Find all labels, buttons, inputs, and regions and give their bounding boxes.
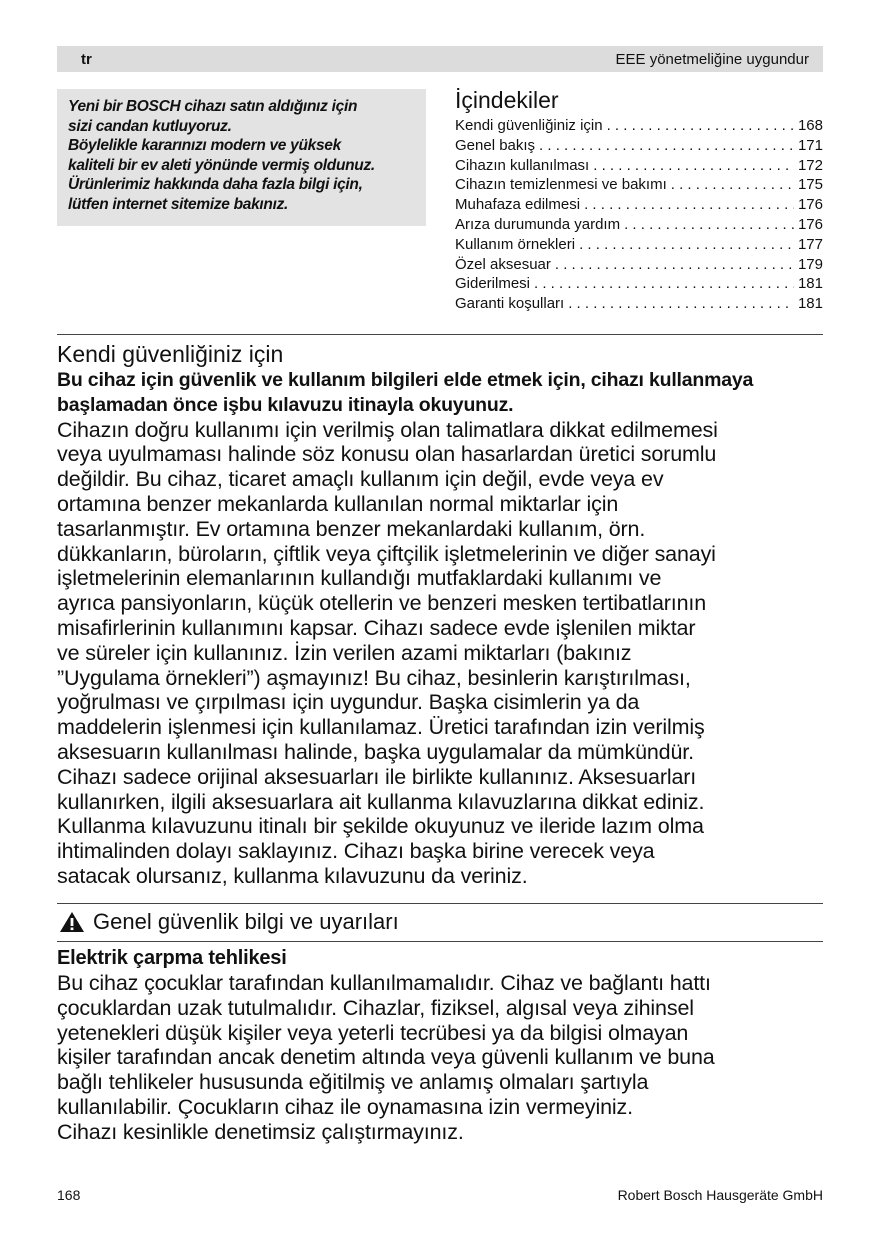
toc-leader-dots <box>555 255 794 275</box>
toc-item-page: 176 <box>797 196 823 214</box>
toc-item-page: 171 <box>797 136 823 154</box>
intro-box: Yeni bir BOSCH cihazı satın aldığınız için sizi candan kutluyoruz. Böylelikle kararınızı modern ve yüksek kaliteli bir ev aleti yönünde vermiş oldunuz. Ürünlerimiz hakkında daha fazla bilgi için, lütfen internet sitemize bakınız. <box>57 89 426 226</box>
toc-item-label: Kendi güvenliğiniz için <box>455 117 603 134</box>
toc-item-page: 172 <box>797 156 823 174</box>
toc-list <box>455 116 823 314</box>
toc-item-label: Arıza durumunda yardım <box>455 215 621 233</box>
toc-leader-dots <box>579 235 794 255</box>
toc-leader-dots <box>534 274 794 294</box>
toc-item[interactable] <box>455 195 823 215</box>
toc-leader-dots <box>539 136 794 156</box>
toc-title: İçindekiler <box>455 87 559 113</box>
toc-item-label: Giderilmesi <box>455 275 531 293</box>
toc-item-label: Cihazın kullanılması <box>455 156 590 174</box>
toc-item[interactable] <box>455 235 823 255</box>
table-of-contents <box>455 86 823 314</box>
toc-item[interactable] <box>455 294 823 314</box>
section-divider <box>57 941 823 942</box>
electric-shock-section <box>57 946 827 1145</box>
page-number: 168 <box>57 1187 81 1203</box>
safety-body: Cihazın doğru kullanımı için verilmiş olan talimatlara dikkat edilmemesi veya uyulmaması halinde söz konusu olan hasarlardan üretici sorumlu değildir. Bu cihaz, ticaret amaçlı kullanım için değil, evde veya ev ortamına benzer mekanlarda kullanılan normal miktarlar için tasarlanmıştır. Ev ortamına benzer mekanlardaki kullanım, örn. dükkanların, büroların, çiftlik veya çiftçilik işletmelerinin ve diğer sanayi işletmelerinin elemanlarının kullandığı mutfaklardaki kullanımı ve ayrıca pansiyonların, küçük otellerin ve benzeri mesken tertibatlarının misafirlerinin kullanımını kapsar. Cihazı sadece evde işlenilen miktar ve süreler için kullanınız. İzin verilen azami miktarları (bakınız ”Uygulama örnekleri”) aşmayınız! Bu cihaz, besinlerin karıştırılması, yoğrulması ve çırpılması için uygundur. Başka cisimlerin ya da maddelerin işlenmesi için kullanılamaz. Üretici tarafından izin verilmiş aksesuarın kullanılması halinde, başka uygulamalar da mümkündür. Cihazı sadece orijinal aksesuarları ile birlikte kullanınız. Aksesuarları kullanırken, ilgili aksesuarlara ait kullanma kılavuzlarına dikkat ediniz. Kullanma kılavuzunu itinalı bir şekilde okuyunuz ve ileride lazım olma ihtimalinden dolayı saklayınız. Cihazı başka birine verecek veya satacak olursanız, kullanma kılavuzunu da veriniz. <box>57 417 718 888</box>
toc-item-page: 176 <box>797 215 823 233</box>
section-divider <box>57 903 823 904</box>
toc-item[interactable] <box>455 215 823 235</box>
toc-item-page: 177 <box>797 235 823 253</box>
toc-leader-dots <box>607 116 794 136</box>
toc-item-label: Garanti koşulları <box>455 295 565 313</box>
toc-item-label: Muhafaza edilmesi <box>455 196 581 214</box>
toc-leader-dots <box>584 195 794 215</box>
toc-item-page: 168 <box>797 117 823 134</box>
safety-lead: Bu cihaz için güvenlik ve kullanım bilgileri elde etmek için, cihazı kullanmaya başlamadan önce işbu kılavuzu itinayla okuyunuz. <box>57 369 754 416</box>
toc-item-label: Genel bakış <box>455 136 536 154</box>
header-title: EEE yönetmeliğine uygundur <box>615 51 809 68</box>
toc-item-label: Cihazın temizlenmesi ve bakımı <box>455 176 667 194</box>
general-safety-heading: Genel güvenlik bilgi ve uyarıları <box>93 909 399 934</box>
language-code: tr <box>81 51 92 68</box>
toc-item[interactable] <box>455 175 823 195</box>
toc-leader-dots <box>568 294 794 314</box>
general-safety-section <box>57 905 827 937</box>
toc-item-label: Özel aksesuar <box>455 255 551 273</box>
toc-item[interactable] <box>455 255 823 275</box>
warning-triangle-icon <box>59 911 85 933</box>
page-header-bar <box>57 46 823 72</box>
toc-item-page: 175 <box>797 176 823 194</box>
toc-item[interactable] <box>455 136 823 156</box>
general-safety-heading-row <box>57 907 827 937</box>
toc-leader-dots <box>671 175 794 195</box>
toc-item-page: 179 <box>797 255 823 273</box>
safety-heading: Kendi güvenliğiniz için <box>57 341 284 367</box>
toc-item[interactable] <box>455 274 823 294</box>
electric-shock-heading: Elektrik çarpma tehlikesi <box>57 947 287 969</box>
toc-leader-dots <box>624 215 794 235</box>
toc-leader-dots <box>593 156 794 176</box>
electric-shock-body: Bu cihaz çocuklar tarafından kullanılmamalıdır. Cihaz ve bağlantı hattı çocuklardan uzak tutulmalıdır. Cihazlar, fiziksel, algısal veya zihinsel yetenekleri düşük kişiler veya yeterli tecrübesi ya da bilgisi olmayan kişiler tarafından ancak denetim altında veya güvenli kullanım ve buna bağlı tehlikeler hususunda eğitilmiş ve anlamış olmaları şartıyla kullanılabilir. Çocukların cihaz ile oynamasına izin vermeyiniz. Cihazı kesinlikle denetimsiz çalıştırmayınız. <box>57 971 715 1144</box>
section-divider <box>57 334 823 335</box>
toc-item[interactable] <box>455 156 823 176</box>
safety-section <box>57 340 827 889</box>
company-name: Robert Bosch Hausgeräte GmbH <box>617 1187 823 1203</box>
toc-item-page: 181 <box>797 295 823 313</box>
toc-item[interactable] <box>455 116 823 136</box>
toc-item-page: 181 <box>797 275 823 293</box>
toc-item-label: Kullanım örnekleri <box>455 235 576 253</box>
